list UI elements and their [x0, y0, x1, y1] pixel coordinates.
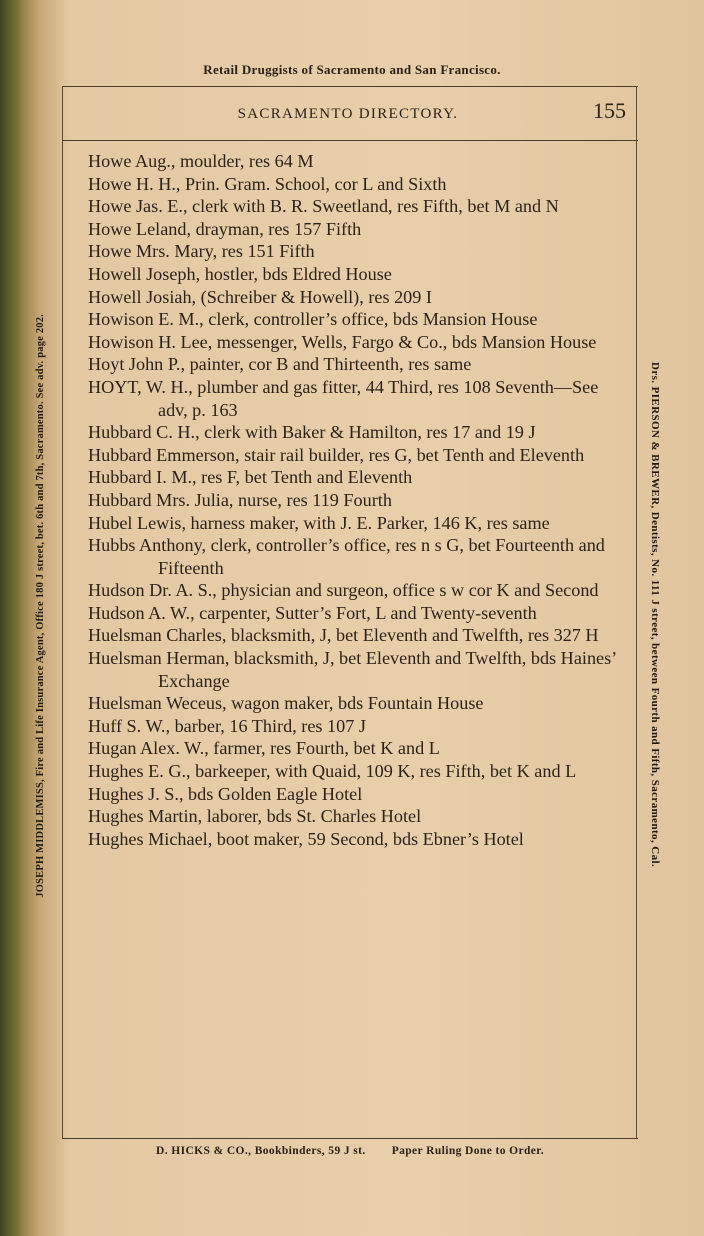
directory-entry: Huelsman Charles, blacksmith, J, bet Eleventh and Twelfth, res 327 H — [88, 625, 599, 646]
page-number: 155 — [593, 98, 626, 123]
left-margin-advertisement — [28, 126, 52, 1086]
directory-entry: Hubbard Emmerson, stair rail builder, res G, bet Tenth and Eleventh — [88, 444, 585, 465]
directory-entry: Hughes Martin, laborer, bds St. Charles Hotel — [88, 806, 422, 827]
directory-entry: Howell Josiah, (Schreiber & Howell), res 209 I — [88, 286, 432, 307]
directory-entry: Hoyt John P., painter, cor B and Thirteenth, res same — [88, 354, 472, 375]
directory-entry: Huff S. W., barber, 16 Third, res 107 J — [88, 715, 366, 736]
directory-entry: Howell Joseph, hostler, bds Eldred House — [88, 263, 392, 284]
directory-entry: Hubbard I. M., res F, bet Tenth and Eleventh — [88, 467, 413, 488]
directory-entries — [88, 150, 626, 850]
directory-entry: Hubel Lewis, harness maker, with J. E. Parker, 146 K, res same — [88, 512, 550, 533]
left-margin-text: JOSEPH MIDDLEMISS, Fire and Life Insurance Agent, Office 180 J street, bet. 6th and 7th, Sacramento. See adv. page 202. — [34, 314, 46, 898]
directory-entry: Hughes J. S., bds Golden Eagle Hotel — [88, 783, 363, 804]
directory-entry: Howe H. H., Prin. Gram. School, cor L and Sixth — [88, 173, 447, 194]
top-advertisement: Retail Druggists of Sacramento and San Francisco. — [203, 62, 501, 77]
directory-entry: Hubbs Anthony, clerk, controller’s office, res n s G, bet Fourteenth and Fifteenth — [88, 535, 610, 578]
right-margin-text: Drs. PIERSON & BREWER, Dentists, No. 111 J street, between Fourth and Fifth, Sacramento, Cal. — [649, 362, 661, 868]
binding-gutter — [0, 0, 22, 1236]
top-rule — [62, 86, 638, 87]
directory-entry: Hughes Michael, boot maker, 59 Second, bds Ebner’s Hotel — [88, 828, 524, 849]
left-frame-rule — [62, 86, 63, 1138]
directory-entry: HOYT, W. H., plumber and gas fitter, 44 Third, res 108 Seventh—See adv, p. 163 — [88, 376, 603, 420]
right-margin-advertisement — [642, 210, 668, 1020]
directory-entry: Hubbard C. H., clerk with Baker & Hamilton, res 17 and 19 J — [88, 422, 536, 443]
directory-entry: Howe Leland, drayman, res 157 Fifth — [88, 218, 362, 239]
directory-entry: Hugan Alex. W., farmer, res Fourth, bet K and L — [88, 738, 440, 759]
directory-entry: Hudson A. W., carpenter, Sutter’s Fort, L and Twenty-seventh — [88, 602, 537, 623]
directory-entry: Hudson Dr. A. S., physician and surgeon, office s w cor K and Second — [88, 580, 599, 601]
bottom-rule — [62, 1138, 638, 1139]
directory-entry: Huelsman Weceus, wagon maker, bds Fountain House — [88, 693, 484, 714]
directory-entry: Howison E. M., clerk, controller’s office, bds Mansion House — [88, 309, 538, 330]
page-title: SACRAMENTO DIRECTORY. — [237, 106, 459, 122]
directory-entry: Huelsman Herman, blacksmith, J, bet Eleventh and Twelfth, bds Haines’ Exchange — [88, 648, 621, 691]
bottom-advertisement — [62, 1145, 638, 1157]
bottom-ad-paper-ruling: Paper Ruling Done to Order. — [391, 1145, 545, 1157]
directory-entry: Howe Aug., moulder, res 64 M — [88, 151, 314, 171]
header-rule — [62, 140, 638, 141]
bottom-ad-bookbinders: D. HICKS & CO., Bookbinders, 59 J st. — [155, 1145, 366, 1157]
directory-entry: Howison H. Lee, messenger, Wells, Fargo & Co., bds Mansion House — [88, 331, 597, 352]
right-frame-rule — [636, 86, 637, 1138]
directory-entry: Hughes E. G., barkeeper, with Quaid, 109 K, res Fifth, bet K and L — [88, 761, 577, 782]
directory-entry: Howe Mrs. Mary, res 151 Fifth — [88, 241, 315, 262]
running-header — [62, 98, 634, 130]
directory-entry: Howe Jas. E., clerk with B. R. Sweetland, res Fifth, bet M and N — [88, 196, 559, 217]
directory-entry: Hubbard Mrs. Julia, nurse, res 119 Fourth — [88, 489, 392, 510]
